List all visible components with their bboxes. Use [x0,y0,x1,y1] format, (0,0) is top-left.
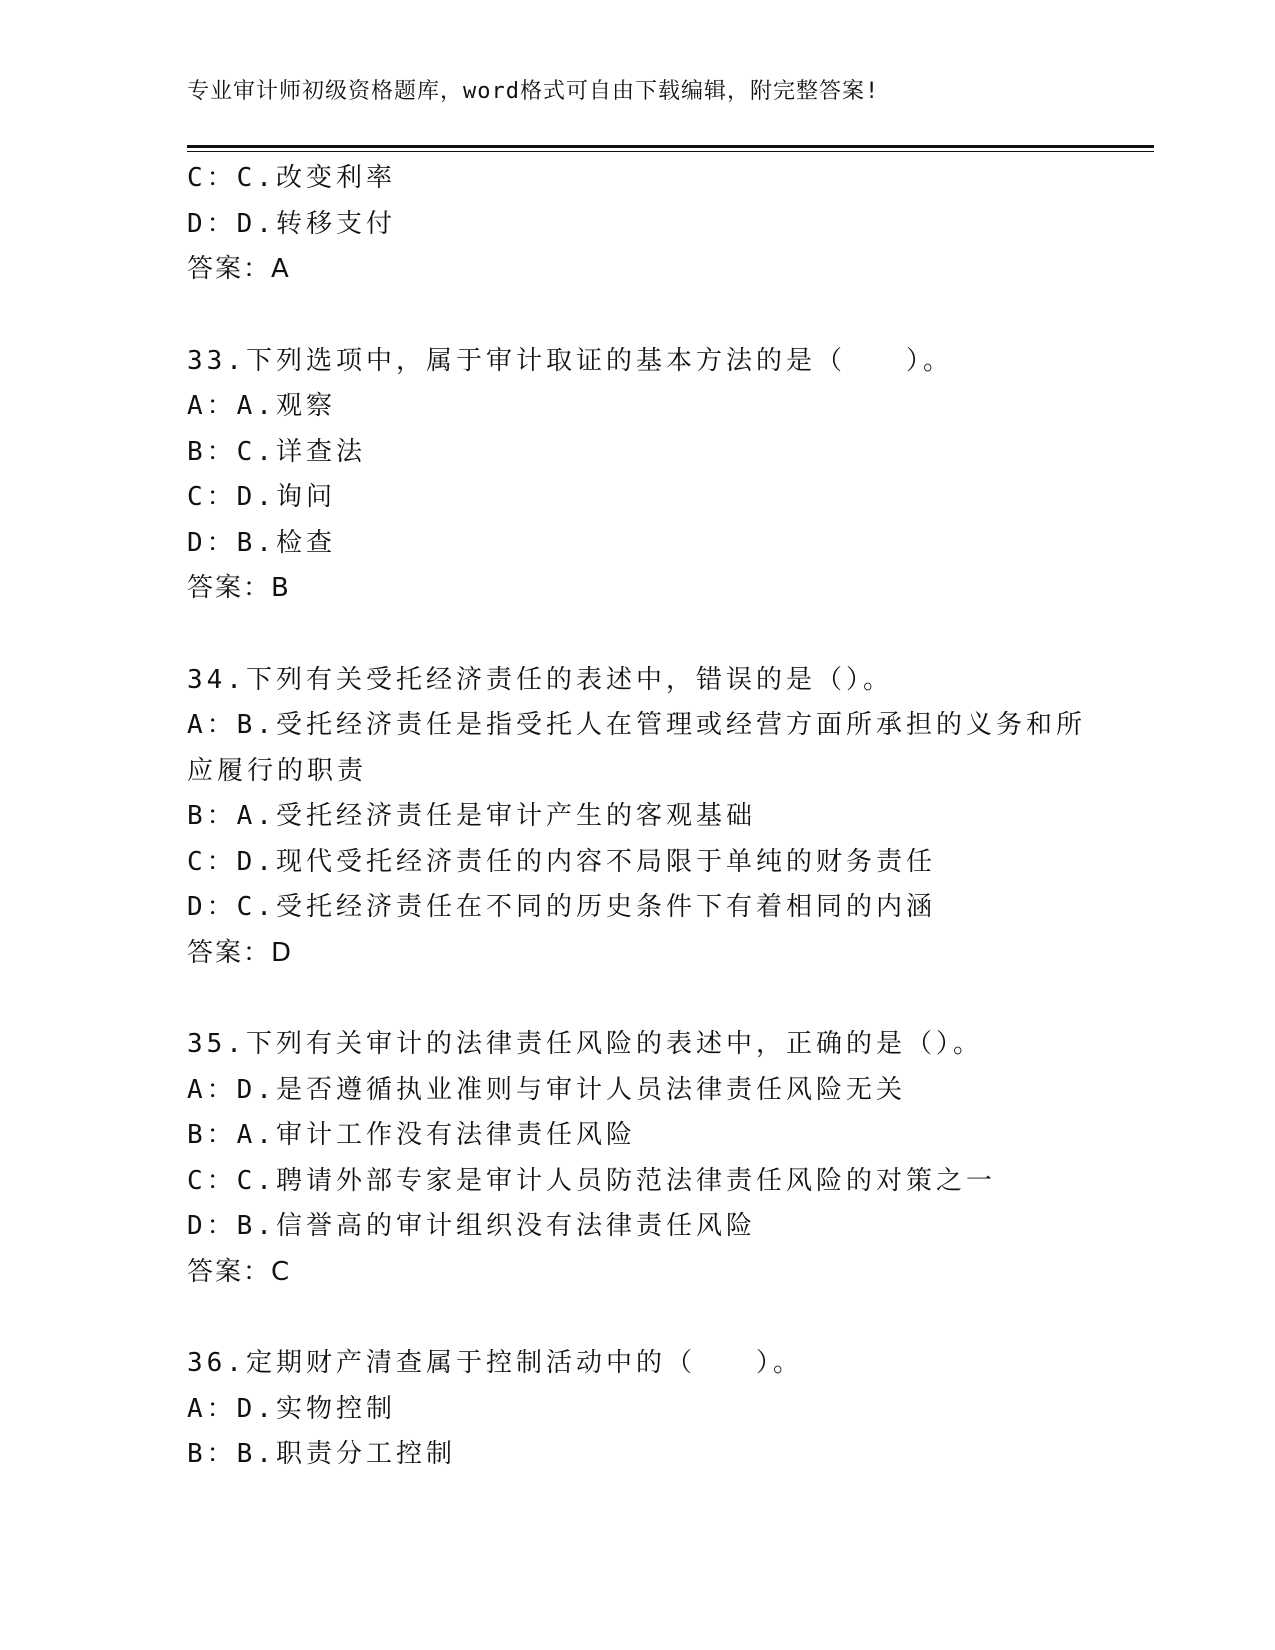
option-line: C：C.聘请外部专家是审计人员防范法律责任风险的对策之一 [187,1165,996,1196]
option-line: A：D.实物控制 [187,1393,396,1424]
option-line: D：B.信誉高的审计组织没有法律责任风险 [187,1211,756,1241]
question-text: 33.下列选项中，属于审计取证的基本方法的是（ ）。 [187,345,953,376]
answer-line: 答案：D [187,937,294,968]
header-rule-thin [187,151,1154,152]
option-line: D：D.转移支付 [187,208,396,239]
option-line: D：C.受托经济责任在不同的历史条件下有着相同的内涵 [187,892,936,922]
option-line: B：C.详查法 [187,436,366,467]
spacer [187,293,1087,339]
answer-line: 答案：B [187,573,291,603]
option-line: C：D.询问 [187,482,336,512]
question-block-prev [187,156,1087,293]
option-line: A：D.是否遵循执业准则与审计人员法律责任风险无关 [187,1074,906,1105]
answer-line: 答案：A [187,254,291,284]
option-line: A：A.观察 [187,391,336,421]
page-header: 专业审计师初级资格题库，word格式可自由下载编辑，附完整答案! [187,79,880,104]
option-line: B：A.受托经济责任是审计产生的客观基础 [187,801,756,831]
option-line: C：C.改变利率 [187,163,396,193]
spacer [187,612,1087,658]
question-block-36 [187,1341,1087,1478]
answer-line: 答案：C [187,1256,292,1287]
question-list [187,156,1087,1478]
option-line: D：B.检查 [187,527,336,558]
option-line: B：A.审计工作没有法律责任风险 [187,1120,636,1150]
question-block-33 [187,339,1087,612]
question-block-34 [187,658,1087,977]
option-line: B：B.职责分工控制 [187,1439,456,1469]
option-line: A：B.受托经济责任是指受托人在管理或经营方面所承担的义务和所应履行的职责 [187,710,1086,786]
spacer [187,1295,1087,1341]
question-text: 36.定期财产清查属于控制活动中的（ ）。 [187,1348,803,1378]
option-line: C：D.现代受托经济责任的内容不局限于单纯的财务责任 [187,846,936,877]
spacer [187,976,1087,1022]
question-block-35 [187,1022,1087,1295]
question-text: 35.下列有关审计的法律责任风险的表述中，正确的是（）。 [187,1029,983,1059]
header-rule-thick [187,145,1154,148]
question-text: 34.下列有关受托经济责任的表述中，错误的是（）。 [187,664,893,695]
